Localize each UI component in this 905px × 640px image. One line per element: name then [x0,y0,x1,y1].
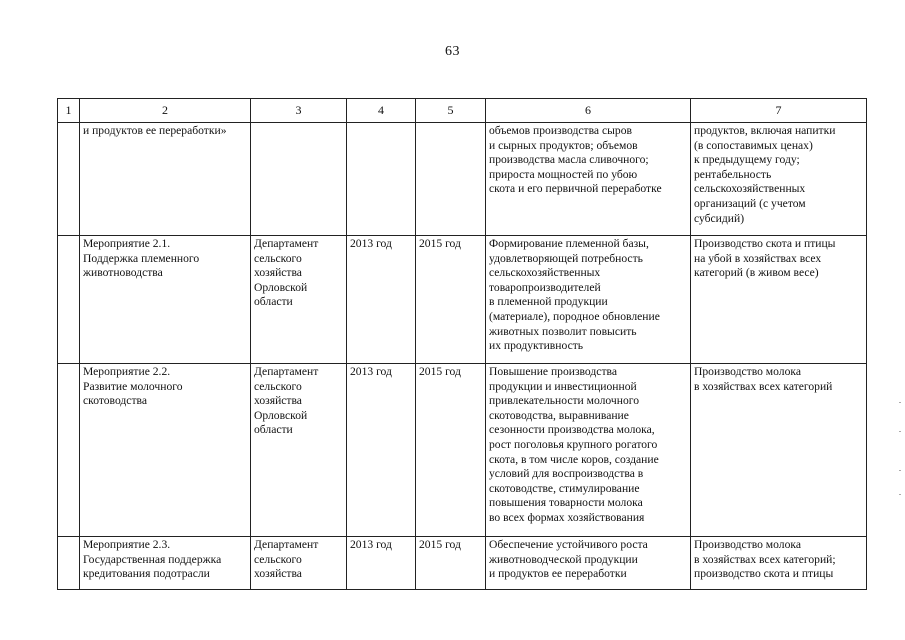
indicator-cell: Производство молока в хозяйствах всех категорий; производство скота и птицы [691,537,867,590]
row-number-cell [58,123,80,236]
executor-cell: Департамент сельского хозяйства [251,537,347,590]
table-row [58,537,867,590]
executor-cell: Департамент сельского хозяйства Орловской области [251,236,347,364]
header-cell-3: 3 [251,99,347,123]
end-year-cell: 2015 год [416,364,486,537]
header-cell-1: 1 [58,99,80,123]
start-year-cell: 2013 год [347,364,416,537]
end-year-cell [416,123,486,236]
measure-cell: Мероприятие 2.2. Развитие молочного скотоводства [80,364,251,537]
document-table [57,98,867,590]
row-number-cell [58,236,80,364]
indicator-cell: Производство молока в хозяйствах всех категорий [691,364,867,537]
expected-result-cell: Повышение производства продукции и инвестиционной привлекательности молочного скотоводства, выравнивание сезонности производства молока, рост поголовья крупного рогатого скота, в том числе коров, создание условий для воспроизводства в скотоводстве, стимулирование повышения товарности молока во всех формах хозяйствования [486,364,691,537]
table-row [58,364,867,537]
expected-result-cell: объемов производства сыров и сырных продуктов; объемов производства масла сливочного; прироста мощностей по убою скота и его первичной переработке [486,123,691,236]
header-cell-2: 2 [80,99,251,123]
row-number-cell [58,364,80,537]
executor-cell [251,123,347,236]
start-year-cell: 2013 год [347,236,416,364]
scan-artifact [899,470,901,471]
header-cell-6: 6 [486,99,691,123]
expected-result-cell: Формирование племенной базы, удовлетворяющей потребность сельскохозяйственных товаропроизводителей в племенной продукции (материале), породное обновление животных позволит повысить их продуктивность [486,236,691,364]
end-year-cell: 2015 год [416,537,486,590]
header-cell-5: 5 [416,99,486,123]
row-number-cell [58,537,80,590]
start-year-cell [347,123,416,236]
indicator-cell: продуктов, включая напитки (в сопоставимых ценах) к предыдущему году; рентабельность сельскохозяйственных организаций (с учетом субсидий) [691,123,867,236]
end-year-cell: 2015 год [416,236,486,364]
measure-cell: Мероприятие 2.3. Государственная поддержка кредитования подотрасли [80,537,251,590]
measure-cell: и продуктов ее переработки» [80,123,251,236]
page-number: 63 [445,44,460,59]
measure-cell: Мероприятие 2.1. Поддержка племенного животноводства [80,236,251,364]
header-cell-4: 4 [347,99,416,123]
table-row [58,236,867,364]
executor-cell: Департамент сельского хозяйства Орловской области [251,364,347,537]
start-year-cell: 2013 год [347,537,416,590]
scan-artifact [899,431,901,432]
expected-result-cell: Обеспечение устойчивого роста животноводческой продукции и продуктов ее переработки [486,537,691,590]
table-row [58,123,867,236]
scan-artifact [899,402,901,403]
table-header-row [58,99,867,123]
header-cell-7: 7 [691,99,867,123]
scan-artifact [899,494,901,495]
indicator-cell: Производство скота и птицы на убой в хозяйствах всех категорий (в живом весе) [691,236,867,364]
